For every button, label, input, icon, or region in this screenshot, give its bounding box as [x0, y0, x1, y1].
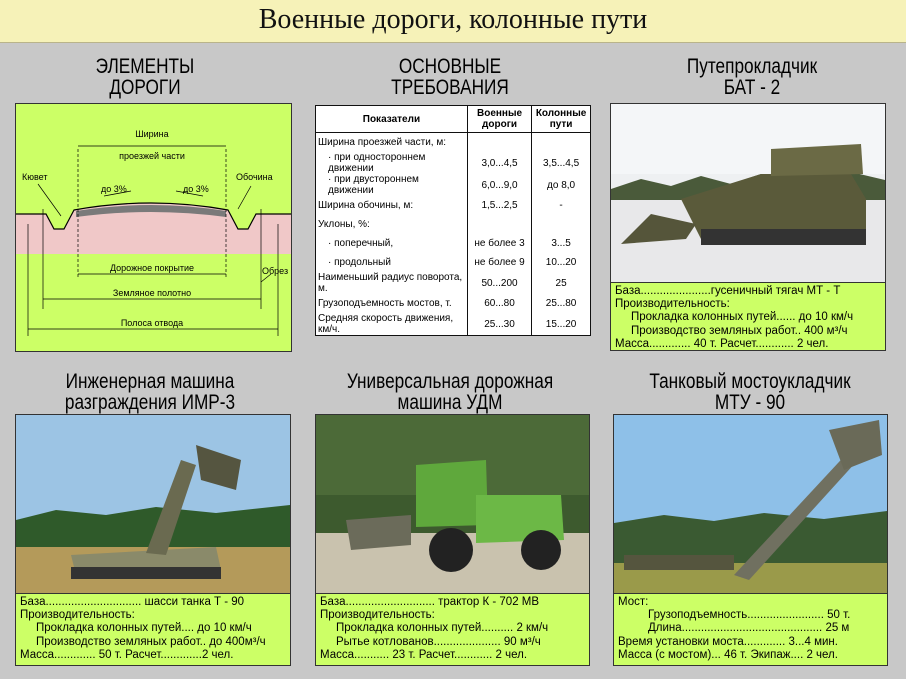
- bat2-title-line2: БАТ - 2: [723, 76, 781, 99]
- label-ditch: Кювет: [22, 172, 48, 182]
- label-pavement: Дорожное покрытие: [109, 263, 195, 273]
- mtu90-info-line: Длина............................................ 25 м: [648, 622, 850, 635]
- label-slope-right: до 3%: [183, 184, 209, 194]
- road-elements-title: [59, 56, 231, 98]
- label-carriageway: проезжей части: [119, 151, 185, 161]
- bat2-panel: [610, 103, 886, 351]
- column-routes-value: -: [532, 196, 591, 215]
- requirement-label: Наименьший радиус поворота, м.: [316, 272, 468, 294]
- mtu90-info-line: Грузоподъемность........................ 50 т.: [648, 609, 851, 622]
- column-routes-value: [532, 133, 591, 153]
- imr3-photo: [16, 415, 290, 593]
- requirement-label: Уклоны, %:: [316, 215, 468, 234]
- requirements-row: [316, 272, 591, 294]
- requirements-row: [316, 133, 591, 153]
- requirements-row: [316, 253, 591, 272]
- udm-info-line: Производительность:: [320, 609, 435, 622]
- requirements-row: [316, 196, 591, 215]
- requirements-title-line1: ОСНОВНЫЕ: [398, 55, 502, 78]
- page-title: Военные дороги, колонные пути: [258, 4, 648, 35]
- requirements-header-row: [316, 106, 591, 133]
- requirements-row: [316, 174, 591, 196]
- udm-info-line: Рытье котлованов..................... 90 м³/ч: [336, 635, 541, 648]
- requirements-table: [315, 105, 591, 336]
- imr3-title-line2: разграждения ИМР-3: [64, 391, 236, 414]
- requirement-label: · при одностороннем движении: [316, 152, 468, 174]
- mtu90-title-line1: Танковый мостоукладчик: [649, 370, 851, 393]
- military-roads-value: 50...200: [467, 272, 531, 294]
- military-roads-value: [467, 215, 531, 234]
- mtu90-info-line: Мост:: [618, 596, 649, 608]
- road-elements-title-line1: ЭЛЕМЕНТЫ: [95, 55, 195, 78]
- bat2-info-line: Производительность:: [615, 298, 730, 311]
- bat2-image: [611, 104, 885, 282]
- imr3-info-line: Производство земляных работ.. до 400м³/ч: [36, 635, 266, 648]
- column-routes-value: 3,5...4,5: [532, 152, 591, 174]
- ditch-pointer: [38, 184, 61, 216]
- column-routes-value: 15...20: [532, 313, 591, 336]
- military-roads-value: не более 9: [467, 253, 531, 272]
- column-routes-value: до 8,0: [532, 174, 591, 196]
- mtu90-info-line: Время установки моста............. 3...4 мин.: [618, 635, 838, 648]
- label-roadbed: Земляное полотно: [112, 288, 192, 298]
- udm-image: [316, 415, 589, 593]
- mtu90-info: [614, 593, 887, 665]
- requirements-row: [316, 152, 591, 174]
- road-cross-section-svg: [16, 104, 291, 351]
- requirement-label: Ширина обочины, м:: [316, 196, 468, 215]
- bat2-info-line: Производство земляных работ.. 400 м³/ч: [631, 324, 848, 337]
- imr3-panel: [15, 414, 291, 666]
- label-right-of-way: Полоса отвода: [120, 318, 184, 328]
- label-width: Ширина: [135, 129, 169, 139]
- bat2-info-line: Масса............. 40 т. Расчет............ 2 чел.: [615, 337, 829, 350]
- requirement-label: · при двустороннем движении: [316, 174, 468, 196]
- mtu90-info-line: Масса (с мостом)... 46 т. Экипаж.... 2 чел.: [618, 648, 838, 661]
- requirement-label: · поперечный,: [316, 234, 468, 253]
- mtu90-photo: [614, 415, 887, 593]
- mtu90-title: [631, 371, 869, 413]
- requirements-title: [364, 56, 536, 98]
- military-roads-value: 25...30: [467, 313, 531, 336]
- label-slope: Обрез: [262, 266, 289, 276]
- bat2-info-line: Прокладка колонных путей...... до 10 км/ч: [631, 311, 854, 324]
- imr3-info-line: База.............................. шасси танка Т - 90: [20, 596, 245, 608]
- udm-info-line: Прокладка колонных путей.......... 2 км/ч: [336, 622, 549, 635]
- header-column-routes: Колонные пути: [532, 106, 591, 133]
- military-roads-value: не более 3: [467, 234, 531, 253]
- bat2-title: [654, 56, 851, 98]
- mtu90-title-line2: МТУ - 90: [714, 391, 786, 414]
- udm-title-line2: машина УДМ: [397, 391, 503, 414]
- military-roads-value: [467, 133, 531, 153]
- road-elements-diagram: [15, 103, 292, 352]
- requirements-body: [316, 133, 591, 336]
- column-routes-value: 25: [532, 272, 591, 294]
- military-roads-value: 3,0...4,5: [467, 152, 531, 174]
- requirement-label: Ширина проезжей части, м:: [316, 133, 468, 153]
- udm-photo: [316, 415, 589, 593]
- imr3-info: [16, 593, 290, 665]
- label-shoulder: Обочина: [236, 172, 273, 182]
- shoulder-pointer: [238, 186, 251, 209]
- road-elements-title-line2: ДОРОГИ: [109, 76, 181, 99]
- column-routes-value: 3...5: [532, 234, 591, 253]
- requirements-row: [316, 234, 591, 253]
- military-roads-value: 1,5...2,5: [467, 196, 531, 215]
- column-routes-value: 25...80: [532, 294, 591, 313]
- requirements-row: [316, 294, 591, 313]
- requirement-label: Грузоподъемность мостов, т.: [316, 294, 468, 313]
- udm-panel: [315, 414, 590, 666]
- requirements-title-line2: ТРЕБОВАНИЯ: [391, 76, 509, 99]
- requirements-row: [316, 313, 591, 336]
- imr3-info-line: Прокладка колонных путей.... до 10 км/ч: [36, 622, 252, 635]
- bat2-info: [611, 282, 885, 350]
- title-bar: [0, 0, 906, 43]
- bat2-photo: [611, 104, 885, 282]
- mtu90-panel: [613, 414, 888, 666]
- requirement-label: · продольный: [316, 253, 468, 272]
- military-roads-value: 60...80: [467, 294, 531, 313]
- udm-title: [331, 371, 569, 413]
- udm-info-line: База............................ трактор К - 702 МВ: [320, 596, 540, 608]
- imr3-title: [35, 371, 265, 413]
- udm-title-line1: Универсальная дорожная: [346, 370, 554, 393]
- udm-info-line: Масса........... 23 т. Расчет............ 2 чел.: [320, 648, 528, 661]
- imr3-info-line: Производительность:: [20, 609, 135, 622]
- requirements-row: [316, 215, 591, 234]
- imr3-image: [16, 415, 290, 593]
- imr3-info-line: Масса............. 50 т. Расчет.............2 чел.: [20, 648, 234, 661]
- military-roads-value: 6,0...9,0: [467, 174, 531, 196]
- header-military-roads: Военные дороги: [467, 106, 531, 133]
- column-routes-value: [532, 215, 591, 234]
- imr3-title-line1: Инженерная машина: [65, 370, 235, 393]
- mtu90-image: [614, 415, 887, 593]
- bat2-title-line1: Путепрокладчик: [686, 55, 818, 78]
- header-indicators: Показатели: [316, 106, 468, 133]
- udm-info: [316, 593, 589, 665]
- requirement-label: Средняя скорость движения, км/ч.: [316, 313, 468, 336]
- bat2-info-line: База......................гусеничный тягач МТ - Т: [615, 285, 841, 297]
- column-routes-value: 10...20: [532, 253, 591, 272]
- label-slope-left: до 3%: [101, 184, 127, 194]
